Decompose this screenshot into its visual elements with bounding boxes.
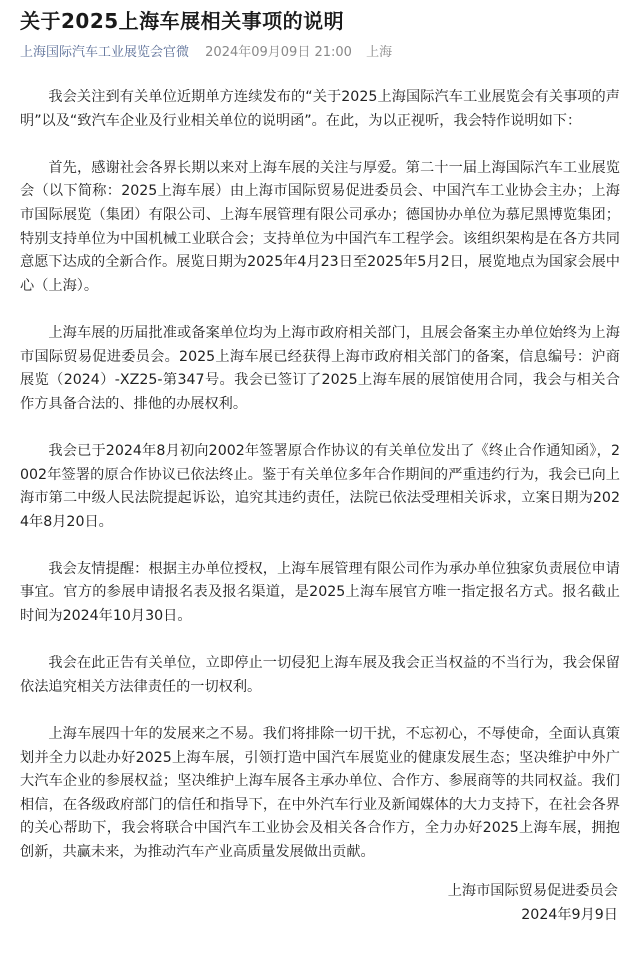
paragraph-warning: 我会在此正告有关单位，立即停止一切侵犯上海车展及我会正当权益的不当行为，我会保留依法追究相关方法律责任的一切权利。 [20, 655, 620, 695]
signature-date: 2024年9月9日 [521, 906, 618, 923]
paragraph-registration: 我会友情提醒：根据主办单位授权，上海车展管理有限公司作为承办单位独家负责展位申请事宜。官方的参展申请报名表及报名渠道，是2025上海车展官方唯一指定报名方式。报名截止时间为2024年10月30日。 [20, 560, 620, 625]
signature-org: 上海市国际贸易促进委员会 [447, 883, 618, 900]
article-meta [20, 44, 620, 62]
paragraph-approval: 上海车展的历届批准或备案单位均为上海市政府相关部门，且展会备案主办单位始终为上海市国际贸易促进委员会。2025上海车展已经获得上海市政府相关部门的备案，信息编号：沪商展览（2024）-XZ25-第347号。我会已签订了2025上海车展的展馆使用合同，我会与相关合作方具备合法的、排他的办展权利。 [20, 324, 620, 412]
article-body [20, 86, 620, 927]
paragraph-organization: 首先，感谢社会各界长期以来对上海车展的关注与厚爱。第二十一届上海国际汽车工业展览会（以下简称：2025上海车展）由上海市国际贸易促进委员会、中国汽车工业协会主办；上海市国际展览（集团）有限公司、上海车展管理有限公司承办；德国协办单位为慕尼黑博览集团；特别支持单位为中国机械工业联合会；支持单位为中国汽车工程学会。该组织架构是在各方共同意愿下达成的全新合作。展览日期为2025年4月23日至2025年5月2日，展览地点为国家会展中心（上海）。 [20, 159, 620, 294]
paragraph-closing: 上海车展四十年的发展来之不易。我们将排除一切干扰，不忘初心，不辱使命，全面认真策划并全力以赴办好2025上海车展，引领打造中国汽车展览业的健康发展生态；坚决维护中外广大汽车企业的参展权益；坚决维护上海车展各主承办单位、合作方、参展商等的共同权益。我们相信，在各级政府部门的信任和指导下，在中外汽车行业及新闻媒体的大力支持下，在社会各界的关心帮助下，我会将联合中国汽车工业协会及相关各合作方，全力办好2025上海车展，拥抱创新，共赢未来，为推动汽车产业高质量发展做出贡献。 [20, 726, 620, 860]
account-name-link[interactable]: 上海国际汽车工业展览会官微 [20, 45, 190, 60]
paragraph-intro: 我会关注到有关单位近期单方连续发布的“关于2025上海国际汽车工业展览会有关事项的声明”以及“致汽车企业及行业相关单位的说明函”。在此，为以正视听，我会特作说明如下： [20, 89, 620, 129]
article-title: 关于2025上海车展相关事项的说明 [20, 9, 345, 33]
publish-datetime: 2024年09月09日 21:00 [205, 45, 352, 60]
publish-location: 上海 [366, 45, 393, 60]
paragraph-termination: 我会已于2024年8月初向2002年签署原合作协议的有关单位发出了《终止合作通知函》，2002年签署的原合作协议已依法终止。鉴于有关单位多年合作期间的严重违约行为，我会已向上海市第二中级人民法院提起诉讼，追究其违约责任，法院已依法受理相关诉求，立案日期为2024年8月20日。 [20, 442, 620, 530]
signature-block [20, 880, 620, 927]
